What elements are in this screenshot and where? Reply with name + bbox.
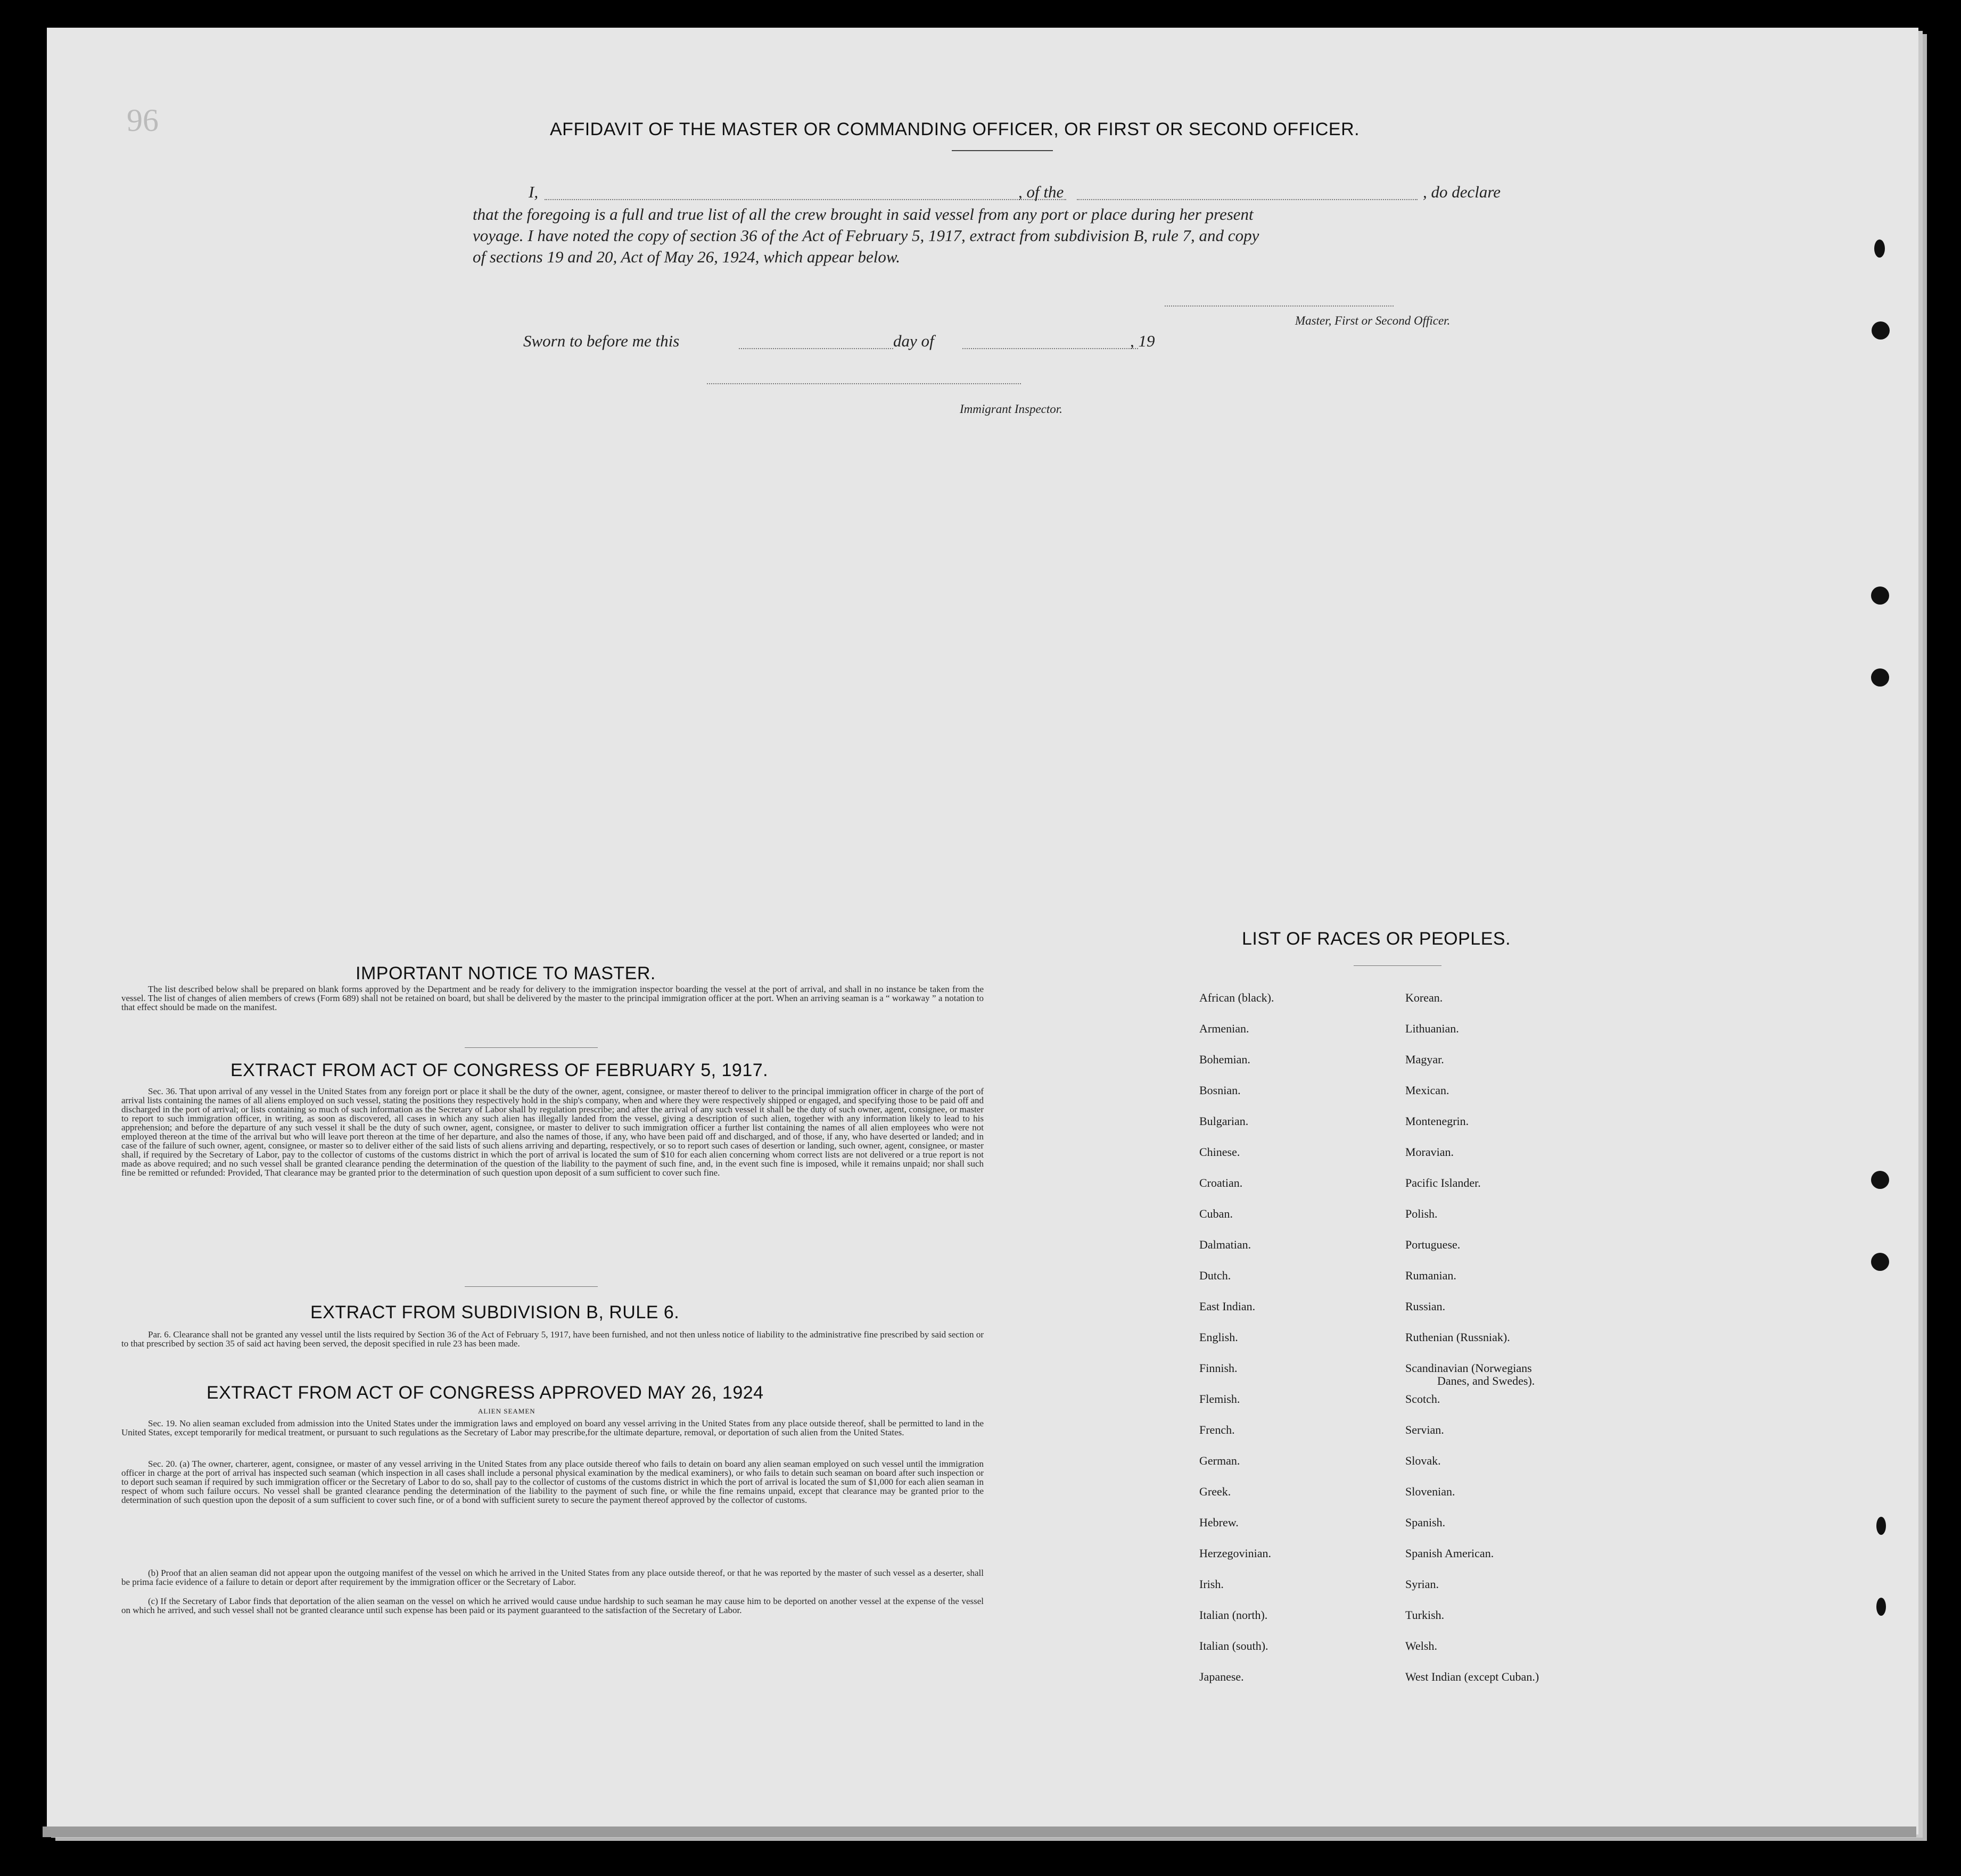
- binder-hole: [1874, 239, 1885, 258]
- races-title: LIST OF RACES OR PEOPLES.: [1242, 929, 1511, 949]
- race-item: Finnish.: [1199, 1361, 1238, 1375]
- binder-hole: [1871, 668, 1889, 687]
- race-item-continuation: Danes, and Swedes).: [1437, 1374, 1535, 1387]
- binder-hole: [1876, 1517, 1886, 1535]
- extract-1917-title: EXTRACT FROM ACT OF CONGRESS OF FEBRUARY 5, 1917.: [230, 1060, 769, 1080]
- sec20a-body: Sec. 20. (a) The owner, charterer, agent, consignee, or master of any vessel arriving in the United States from any place outside thereof who fails to detain on board any alien seaman employed on such vessel until the immigration officer in charge at the port of arrival has inspected such seaman (which inspection in all cases shall include a personal physical examination by the medical examiners), or who fails to detain such seaman on board after such inspection or to deport such seaman if required by such immigration officer or the Secretary of Labor to do so, shall pay to the collector of customs of the customs district in which the port of arrival is located the sum of $1,000 for each alien seaman in respect of whom such failure occurs. No vessel shall be granted clearance pending the determination of the liability to the payment of such fine, or while the fine remains unpaid, except that clearance may be granted prior to the determination of such question upon the deposit of a sum sufficient to cover such fine, or of a bond with sufficient surety to secure the payment thereof approved by the collector of customs.: [121, 1459, 984, 1505]
- race-item: French.: [1199, 1423, 1235, 1436]
- sworn-text: Sworn to before me this: [523, 332, 680, 350]
- race-item: Slovak.: [1405, 1454, 1441, 1467]
- race-item: Spanish American.: [1405, 1547, 1494, 1560]
- race-item: Armenian.: [1199, 1022, 1249, 1035]
- race-item: German.: [1199, 1454, 1240, 1467]
- master-signature-line[interactable]: [1165, 305, 1394, 307]
- race-item: Mexican.: [1405, 1084, 1449, 1097]
- race-item: Lithuanian.: [1405, 1022, 1459, 1035]
- race-item: Bosnian.: [1199, 1084, 1241, 1097]
- race-item: Irish.: [1199, 1577, 1224, 1591]
- race-item: Italian (south).: [1199, 1639, 1268, 1652]
- affidavit-line1-declare: , do declare: [1423, 183, 1501, 201]
- race-item: Ruthenian (Russniak).: [1405, 1330, 1510, 1344]
- race-item: Greek.: [1199, 1485, 1231, 1498]
- vessel-blank[interactable]: [1077, 199, 1418, 200]
- race-item: Herzegovinian.: [1199, 1547, 1271, 1560]
- race-item: Bohemian.: [1199, 1053, 1250, 1066]
- affidavit-line2: that the foregoing is a full and true list of all the crew brought in said vessel from any port or place during her present: [473, 205, 1254, 224]
- affidavit-line1-i: I,: [529, 183, 539, 201]
- document-page: [47, 28, 1918, 1834]
- races-title-rule: [1354, 965, 1441, 966]
- race-item: Slovenian.: [1405, 1485, 1455, 1498]
- section-rule: [465, 1047, 598, 1048]
- race-item: Syrian.: [1405, 1577, 1439, 1591]
- binder-hole: [1876, 1598, 1886, 1616]
- alien-seamen-subtitle: ALIEN SEAMEN: [478, 1407, 535, 1415]
- extract-1924-title: EXTRACT FROM ACT OF CONGRESS APPROVED MAY 26, 1924: [207, 1383, 764, 1403]
- page-edge-bottom: [43, 1827, 1916, 1837]
- binder-hole: [1871, 1253, 1889, 1271]
- race-item: Moravian.: [1405, 1145, 1454, 1159]
- notice-body: The list described below shall be prepared on blank forms approved by the Department and be ready for delivery to the immigration inspector boarding the vessel at the port of arrival, and shall in no instance be taken from the vessel. The list of changes of alien members of crews (Form 689) shall not be retained on board, but shall be delivered by the master to the principal immigration officer at the port. When an arriving seaman is a “ workaway ” a notation to that effect should be made on the manifest.: [121, 984, 984, 1012]
- race-item: Bulgarian.: [1199, 1114, 1249, 1128]
- affidavit-title: AFFIDAVIT OF THE MASTER OR COMMANDING OFFICER, OR FIRST OR SECOND OFFICER.: [550, 119, 1360, 139]
- race-item: Flemish.: [1199, 1392, 1240, 1406]
- race-item: Montenegrin.: [1405, 1114, 1469, 1128]
- sec20b-body: (b) Proof that an alien seaman did not appear upon the outgoing manifest of the vessel on which he arrived in the United States from any place outside thereof, or that he was reported by the master of such vessel as a deserter, shall be prima facie evidence of a failure to detain or deport after requirement by the immigration officer or the Secretary of Labor.: [121, 1568, 984, 1587]
- name-blank[interactable]: [545, 199, 1066, 200]
- sec19-body: Sec. 19. No alien seaman excluded from admission into the United States under the immigration laws and employed on board any vessel arriving in the United States from any place outside thereof, shall be permitted to land in the United States, except temporarily for medical treatment, or pursuant to such regulations as the Secretary of Labor may prescribe,for the ultimate departure, removal, or deportation of such alien from the United States.: [121, 1418, 984, 1437]
- race-item: Japanese.: [1199, 1670, 1244, 1683]
- race-item: Dutch.: [1199, 1269, 1231, 1282]
- races-left-column: [1199, 991, 1274, 1701]
- binder-hole: [1872, 321, 1890, 340]
- inspector-caption: Immigrant Inspector.: [960, 402, 1062, 416]
- race-item: Korean.: [1405, 991, 1443, 1004]
- race-item: Portuguese.: [1405, 1238, 1461, 1251]
- day-of-text: day of: [893, 332, 934, 350]
- sec20c-body: (c) If the Secretary of Labor finds that deportation of the alien seaman on the vessel on which he arrived would cause undue hardship to such seaman he may cause him to be deported on another vessel at the expense of the vessel on which he arrived, and such vessel shall not be granted clearance until such expense has been paid or its payment guaranteed to the satisfaction of the Secretary of Labor.: [121, 1596, 984, 1615]
- race-item: Hebrew.: [1199, 1516, 1239, 1529]
- affidavit-line4: of sections 19 and 20, Act of May 26, 1924, which appear below.: [473, 247, 901, 266]
- extract-rule6-body: Par. 6. Clearance shall not be granted any vessel until the lists required by Section 36 of the Act of February 5, 1917, have been furnished, and not then unless notice of liability to the administrative fine prescribed by said section or to that prescribed by section 35 of said act having been served, the deposit specified in rule 23 has been made.: [121, 1329, 984, 1349]
- sworn-day-blank[interactable]: [739, 348, 893, 349]
- race-item: East Indian.: [1199, 1300, 1256, 1313]
- affidavit-line1-of-the: , of the: [1018, 183, 1064, 201]
- race-item: Pacific Islander.: [1405, 1176, 1481, 1189]
- inspector-signature-line[interactable]: [707, 383, 1021, 384]
- year-text: , 19: [1130, 332, 1155, 350]
- race-item: Welsh.: [1405, 1639, 1437, 1652]
- race-item: Spanish.: [1405, 1516, 1446, 1529]
- bleed-through-mark: 96: [127, 103, 159, 138]
- binder-hole: [1871, 1171, 1889, 1189]
- race-item: Servian.: [1405, 1423, 1444, 1436]
- title-rule: [952, 150, 1053, 151]
- race-item: Dalmatian.: [1199, 1238, 1251, 1251]
- race-item: West Indian (except Cuban.): [1405, 1670, 1539, 1683]
- race-item: Italian (north).: [1199, 1608, 1268, 1622]
- race-item: Polish.: [1405, 1207, 1438, 1220]
- master-signature-caption: Master, First or Second Officer.: [1295, 314, 1451, 327]
- race-item: Rumanian.: [1405, 1269, 1456, 1282]
- race-item: Scandinavian (Norwegians: [1405, 1361, 1532, 1375]
- notice-title: IMPORTANT NOTICE TO MASTER.: [356, 963, 656, 984]
- race-item: Russian.: [1405, 1300, 1446, 1313]
- sworn-month-blank[interactable]: [962, 348, 1138, 349]
- race-item: African (black).: [1199, 991, 1274, 1004]
- races-right-column: [1405, 991, 1539, 1701]
- race-item: Turkish.: [1405, 1608, 1445, 1622]
- race-item: Scotch.: [1405, 1392, 1440, 1406]
- section-rule: [465, 1286, 598, 1287]
- binder-hole: [1871, 586, 1889, 605]
- extract-rule6-title: EXTRACT FROM SUBDIVISION B, RULE 6.: [310, 1302, 680, 1323]
- race-item: Croatian.: [1199, 1176, 1243, 1189]
- affidavit-line3: voyage. I have noted the copy of section 36 of the Act of February 5, 1917, extract from subdivision B, rule 7, and copy: [473, 226, 1259, 245]
- race-item: Magyar.: [1405, 1053, 1444, 1066]
- race-item: English.: [1199, 1330, 1238, 1344]
- race-item: Chinese.: [1199, 1145, 1240, 1159]
- race-item: Cuban.: [1199, 1207, 1233, 1220]
- extract-1917-body: Sec. 36. That upon arrival of any vessel in the United States from any foreign port or place it shall be the duty of the owner, agent, consignee, or master thereof to deliver to the principal immigration officer in charge of the port of arrival lists containing the names of all aliens employed on such vessel, stating the positions they respectively hold in the ship's company, when and where they were respectively shipped or engaged, and specifying those to be paid off and discharged in the port of arrival; or lists containing so much of such information as the Secretary of Labor shall by regulation prescribe; and after the arrival of any such vessel it shall be the duty of such owner, agent, consignee, or master to report to such immigration officer, in writing, as soon as discovered, all cases in which any such alien has illegally landed from the vessel, giving a description of such alien, together with any information likely to lead to his apprehension; and before the departure of any such vessel it shall be the duty of such owner, agent, consignee, or master to deliver to such immigration officer a further list containing the names of all alien employees who were not employed thereon at the time of the arrival but who will leave port thereon at the time of her departure, and also the names of those, if any, who have been paid off and discharged, and of those, if any, who have deserted or landed; and in case of the failure of such owner, agent, consignee, or master so to deliver either of the said lists of such aliens arriving and departing, respectively, or so to report such cases of desertion or landing, such owner, agent, consignee, or master shall, if required by the Secretary of Labor, pay to the collector of customs of the customs district in which the port of arrival is located the sum of $10 for each alien concerning whom correct lists are not delivered or a true report is not made as above required; and no such vessel shall be granted clearance pending the determination of the question of the liability to the payment of such fine, and, in the event such fine is imposed, while it remains unpaid; nor shall such fine be remitted or refunded: Provided, That clearance may be granted prior to the determination of such question upon deposit of a sum sufficient to cover such fine.: [121, 1086, 984, 1178]
